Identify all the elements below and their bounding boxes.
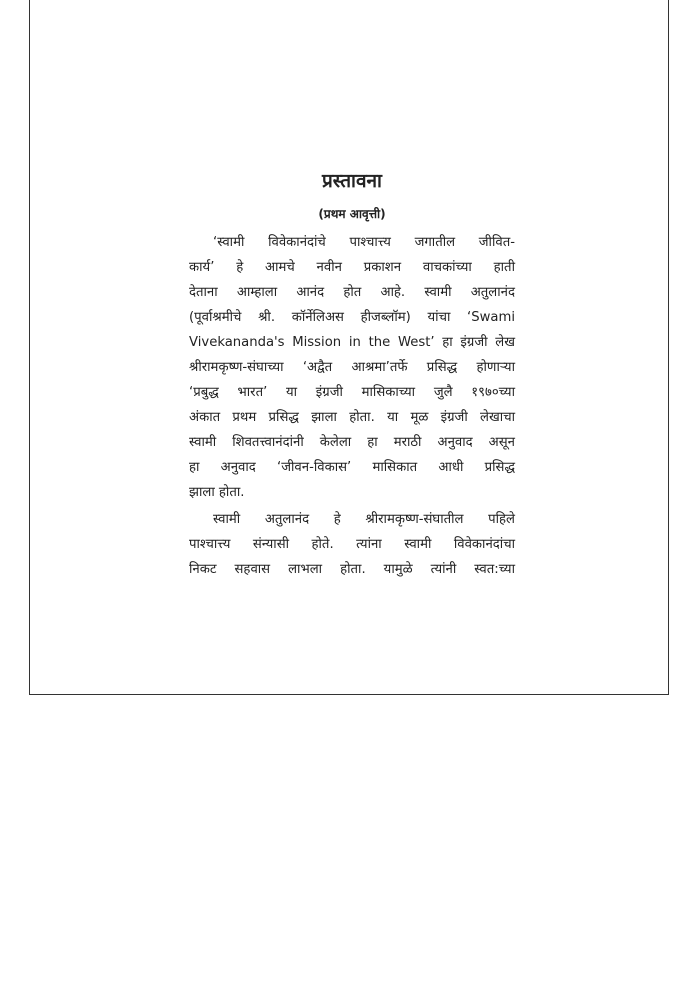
paragraph-line: (पूर्वाश्रमीचे श्री. कॉर्नेलिअस हीजब्लॉम) यांचा ‘Swami (189, 310, 515, 325)
paragraph-line: स्वामी अतुलानंद हे श्रीरामकृष्ण-संघातील पहिले (213, 512, 515, 527)
paragraph-line: झाला होता. (189, 485, 245, 500)
paragraph-line: निकट सहवास लाभला होता. यामुळे त्यांनी स्वत:च्या (189, 562, 515, 577)
paragraph-line: ‘स्वामी विवेकानंदांचे पाश्चात्त्य जगातील जीवित- (213, 235, 515, 250)
paragraph-line: स्वामी शिवतत्त्वानंदांनी केलेला हा मराठी अनुवाद असून (189, 435, 515, 450)
paragraph-line: हा अनुवाद ‘जीवन-विकास’ मासिकात आधी प्रसिद्ध (189, 460, 515, 475)
paragraph-line: श्रीरामकृष्ण-संघाच्या ‘अद्वैत आश्रमा’तर्फे प्रसिद्ध होणाऱ्या (189, 360, 515, 375)
paragraph-line: कार्य’ हे आमचे नवीन प्रकाशन वाचकांच्या हाती (189, 260, 515, 275)
preface-content (189, 168, 515, 584)
page-title: प्रस्तावना (322, 170, 382, 192)
paragraph-2 (189, 507, 515, 582)
paragraph-1 (189, 230, 515, 505)
paragraph-line: अंकात प्रथम प्रसिद्ध झाला होता. या मूळ इंग्रजी लेखाचा (189, 410, 515, 425)
paragraph-line: देताना आम्हाला आनंद होत आहे. स्वामी अतुलानंद (189, 285, 515, 300)
paragraph-line: पाश्चात्त्य संन्यासी होते. त्यांना स्वामी विवेकानंदांचा (189, 537, 515, 552)
edition-subtitle: (प्रथम आवृत्ती) (318, 207, 386, 221)
paragraph-line: ‘प्रबुद्ध भारत’ या इंग्रजी मासिकाच्या जुलै १९७०च्या (189, 385, 515, 400)
paragraph-line: Vivekananda's Mission in the West’ हा इंग्रजी लेख (189, 335, 515, 350)
